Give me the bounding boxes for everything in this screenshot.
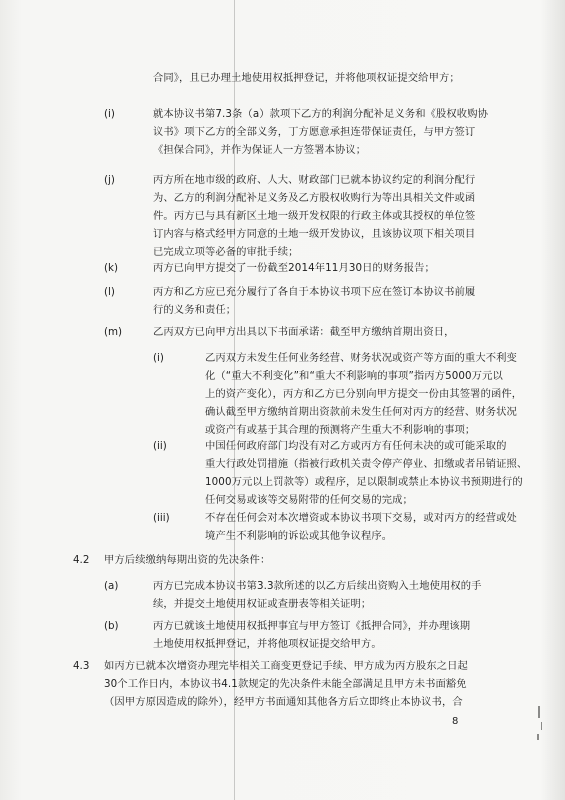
- scan-artifact-mark: [538, 706, 540, 718]
- clause-i-text: 议书》项下乙方的全部义务，丁方愿意承担连带保证责任，与甲方签订: [153, 126, 476, 138]
- clause-j-text: 为、乙方的利润分配补足义务及乙方股权收购行为等出具相关文件或函: [153, 192, 476, 204]
- section-4-2-a-text: 丙方已完成本协议书第3.3款所述的以乙方后续出资购入土地使用权的手: [153, 580, 482, 592]
- scan-edge-shadow: [540, 0, 565, 800]
- clause-m-label: (m): [104, 326, 123, 338]
- page-number: 8: [452, 716, 459, 727]
- intro-text: 合同》，且已办理土地使用权抵押登记，并将他项权证提交给甲方；: [153, 72, 460, 84]
- clause-j-label: (j): [104, 174, 115, 186]
- subclause-i-text: 化（“重大不利变化”和“重大不利影响的事项”指丙方5000万元以: [205, 370, 503, 382]
- clause-j-text: 件。丙方已与具有新区土地一级开发权限的行政主体或其授权的单位签: [153, 210, 476, 222]
- clause-j-text: 已完成立项等必备的审批手续；: [153, 246, 299, 258]
- subclause-ii-text: 任何交易或该等交易附带的任何交易的完成；: [205, 494, 413, 506]
- clause-i-text: 《担保合同》，并作为保证人一方签署本协议；: [153, 144, 367, 156]
- section-4-2-b-text: 丙方已就该土地使用权抵押事宜与甲方签订《抵押合同》，并办理该期: [153, 620, 471, 632]
- clause-l-text: 行的义务和责任；: [153, 304, 237, 316]
- clause-l-text: 丙方和乙方应已充分履行了各自于本协议书项下应在签订本协议书前履: [153, 286, 476, 298]
- subclause-iii-label: (iii): [153, 512, 170, 524]
- scan-artifact-mark: [541, 722, 542, 730]
- subclause-ii-text: 中国任何政府部门均没有对乙方或丙方有任何未决的或可能采取的: [205, 440, 507, 452]
- section-4-3-text: （因甲方原因造成的除外），经甲方书面通知其他各方后立即终止本协议书，合: [104, 696, 463, 708]
- clause-j-text: 订内容与格式经甲方同意的土地一级开发协议，且该协议项下相关项目: [153, 228, 476, 240]
- subclause-iii-text: 境产生不利影响的诉讼或其他争议程序。: [205, 530, 393, 542]
- subclause-i-label: (i): [153, 352, 164, 364]
- section-4-2-a-label: (a): [104, 580, 119, 592]
- clause-i-text: 就本协议书第7.3条（a）款项下乙方的利润分配补足义务和《股权收购协: [153, 108, 488, 120]
- section-4-2-b-label: (b): [104, 620, 119, 632]
- clause-k-label: (k): [104, 262, 118, 274]
- section-4-2-number: 4.2: [73, 554, 90, 566]
- section-4-3-text: 如丙方已就本次增资办理完毕相关工商变更登记手续、甲方成为丙方股东之日起: [104, 660, 468, 672]
- subclause-i-text: 确认截至甲方缴纳首期出资款前未发生任何对丙方的经营、财务状况: [205, 406, 517, 418]
- subclause-ii-text: 重大行政处罚措施（指被行政机关责令停产停业、扣缴或者吊销证照、: [205, 458, 528, 470]
- subclause-ii-label: (ii): [153, 440, 167, 452]
- clause-k-text: 丙方已向甲方提交了一份截至2014年11月30日的财务报告；: [153, 262, 435, 274]
- clause-i-label: (i): [104, 108, 115, 120]
- clause-j-text: 丙方所在地市级的政府、人大、财政部门已就本协议约定的利润分配行: [153, 174, 476, 186]
- section-4-3-number: 4.3: [73, 660, 90, 672]
- section-4-3-text: 30个工作日内，本协议书4.1款规定的先决条件未能全部满足且甲方未书面豁免: [104, 678, 467, 690]
- subclause-i-text: 或资产有或基于其合理的预测将产生重大不利影响的事项；: [205, 424, 476, 436]
- subclause-i-text: 上的资产变化），丙方和乙方已分别向甲方提交一份由其签署的函件，: [205, 388, 523, 400]
- subclause-iii-text: 不存在任何会对本次增资或本协议书项下交易，或对丙方的经营或处: [205, 512, 517, 524]
- section-4-2-heading: 甲方后续缴纳每期出资的先决条件：: [104, 554, 271, 566]
- subclause-i-text: 乙丙双方未发生任何业务经营、财务状况或资产等方面的重大不利变: [205, 352, 517, 364]
- clause-l-label: (l): [104, 286, 115, 298]
- clause-m-text: 乙丙双方已向甲方出具以下书面承诺：截至甲方缴纳首期出资日，: [153, 326, 455, 338]
- section-4-2-a-text: 续，并提交土地使用权证或查册表等相关证明；: [153, 598, 372, 610]
- scan-artifact-mark: [537, 734, 539, 740]
- subclause-ii-text: 1000万元以上罚款等）或程序，足以限制或禁止本协议书预期进行的: [205, 476, 523, 488]
- section-4-2-b-text: 土地使用权抵押登记，并将他项权证提交给甲方。: [153, 638, 382, 650]
